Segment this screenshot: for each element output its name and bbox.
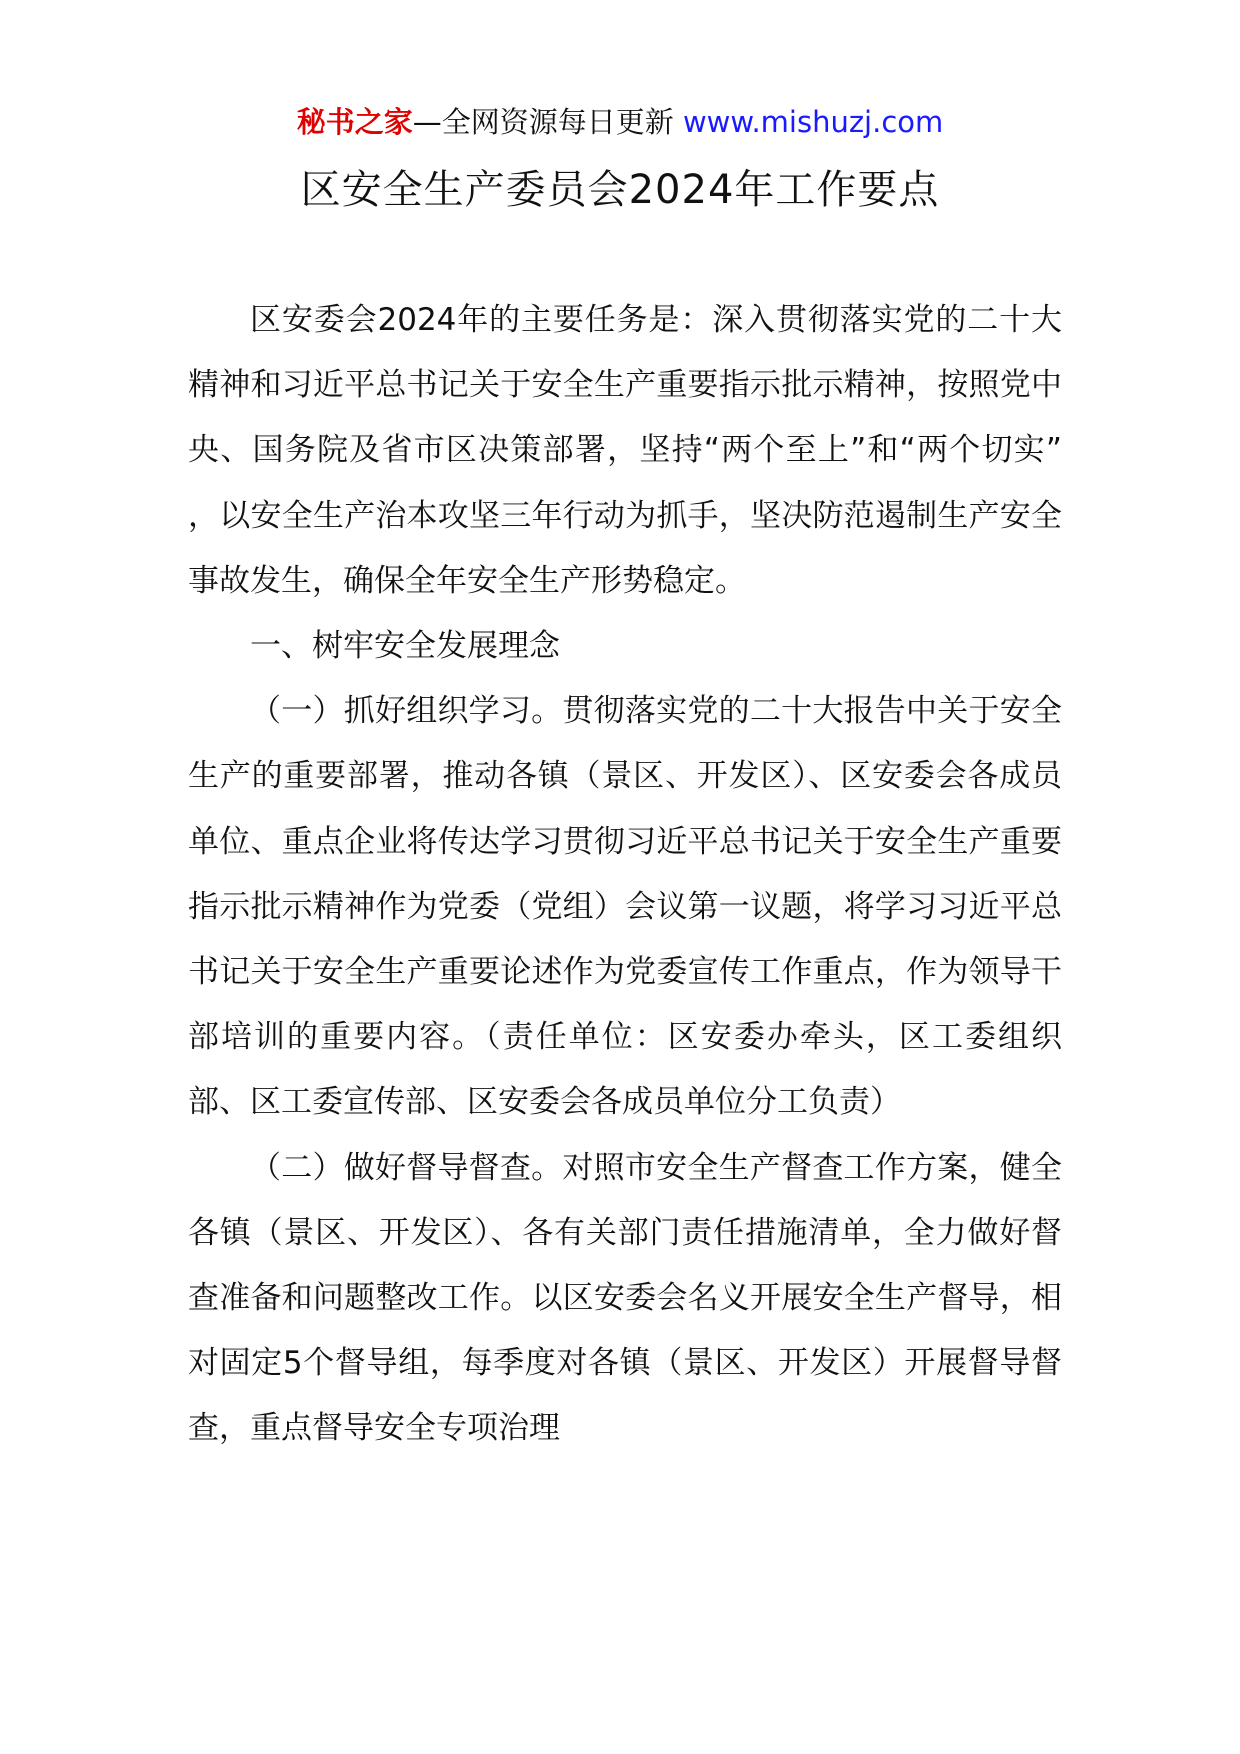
document-title: 区安全生产委员会2024年工作要点 xyxy=(300,167,940,213)
document-body xyxy=(188,288,1062,1462)
site-header xyxy=(0,100,1240,144)
body-paragraph: （二）做好督导督查。对照市安全生产督查工作方案，健全各镇（景区、开发区）、各有关部门责任措施清单，全力做好督查准备和问题整改工作。以区安委会名义开展安全生产督导，相对固定5个督导组，每季度对各镇（景区、开发区）开展督导督查，重点督导安全专项治理 xyxy=(188,1149,1062,1447)
header-slogan: —全网资源每日更新 xyxy=(412,105,683,139)
section-heading: 一、树牢安全发展理念 xyxy=(250,628,560,665)
site-url-link[interactable]: www.mishuzj.com xyxy=(682,105,944,139)
intro-paragraph: 区安委会2024年的主要任务是：深入贯彻落实党的二十大精神和习近平总书记关于安全生产重要指示批示精神，按照党中央、国务院及省市区决策部署，坚持“两个至上”和“两个切实” ，以安全生产治本攻坚三年行动为抓手，坚决防范遏制生产安全事故发生，确保全年安全生产形势稳定。 xyxy=(188,302,1062,599)
brand-name: 秘书之家 xyxy=(296,105,413,139)
body-paragraph: （一）抓好组织学习。贯彻落实党的二十大报告中关于安全生产的重要部署，推动各镇（景区、开发区）、区安委会各成员单位、重点企业将传达学习贯彻习近平总书记关于安全生产重要指示批示精神作为党委（党组）会议第一议题，将学习习近平总书记关于安全生产重要论述作为党委宣传工作重点，作为领导干部培训的重要内容。（责任单位：区安委办牵头，区工委组织部、区工委宣传部、区安委会各成员单位分工负责） xyxy=(188,693,1062,1121)
